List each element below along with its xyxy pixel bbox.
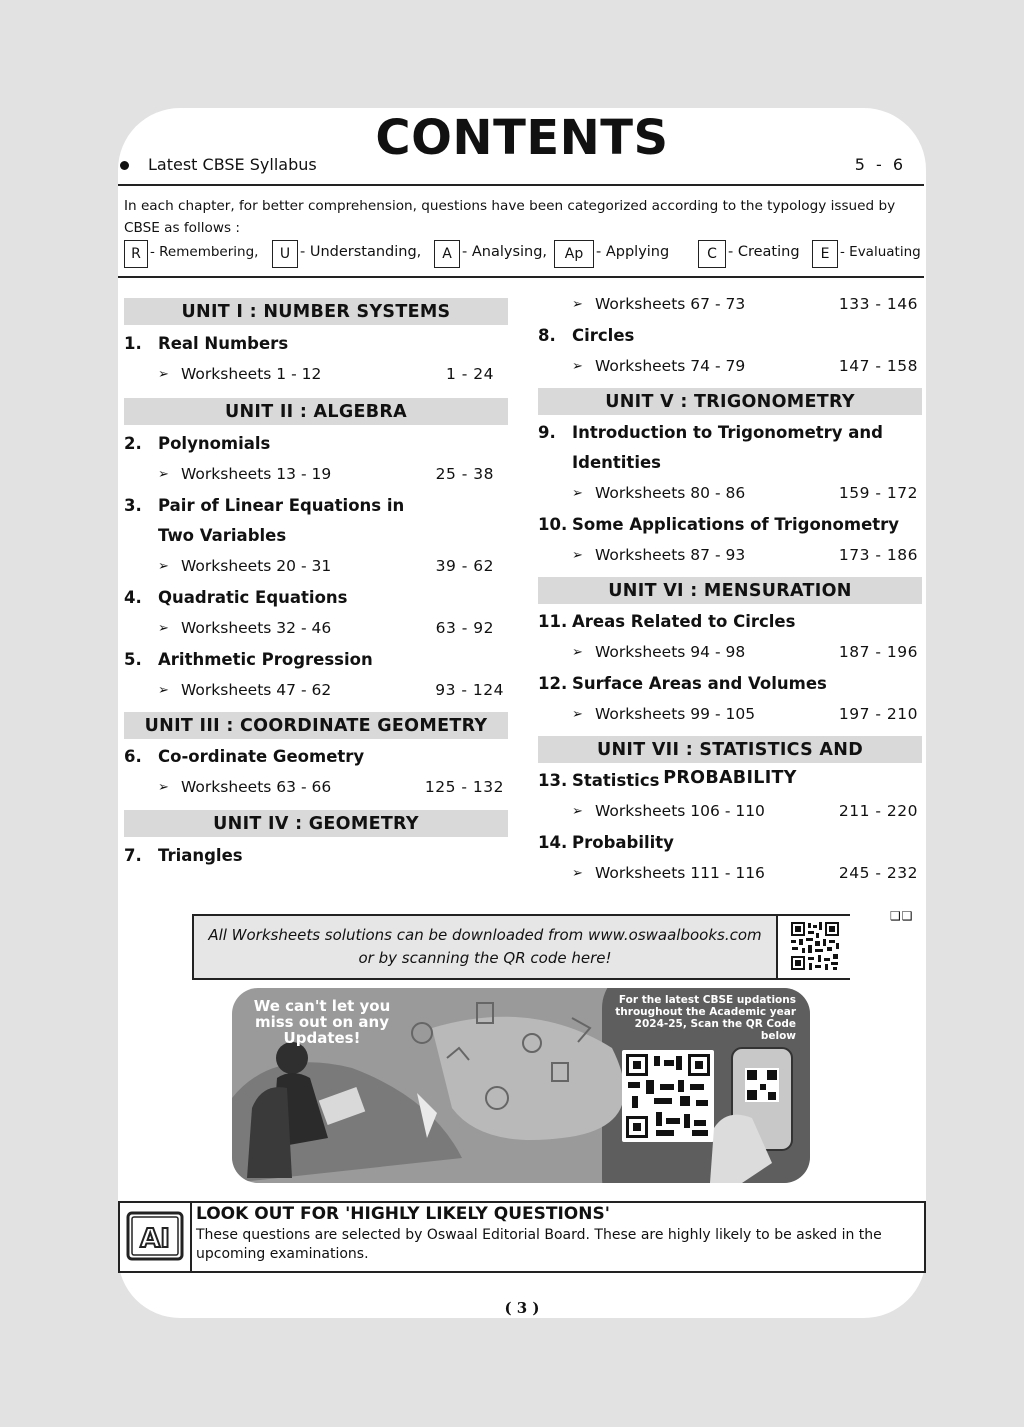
worksheet-pages: 133 - 146: [838, 295, 918, 313]
chapter-name: Introduction to Trigonometry and: [572, 423, 883, 442]
worksheet-row: [538, 637, 922, 668]
divider: [118, 184, 924, 186]
chapter-title: [538, 668, 922, 699]
contents-page: [118, 108, 926, 1318]
solutions-qr-code[interactable]: [776, 916, 850, 978]
chapter-title: [538, 509, 922, 540]
worksheet-row: [124, 359, 508, 390]
typology-legend: [122, 239, 926, 269]
chapter-number: 13.: [538, 771, 568, 790]
worksheet-range: Worksheets 87 - 93: [595, 546, 746, 564]
worksheet-row: [124, 459, 508, 490]
chapter-name: Statistics: [572, 771, 660, 790]
worksheet-row: [538, 796, 922, 827]
chapter-title: [124, 428, 508, 459]
unit-heading: UNIT VII : STATISTICS AND PROBABILITY: [538, 736, 922, 763]
worksheet-range: Worksheets 32 - 46: [181, 619, 332, 637]
unit-heading: UNIT IV : GEOMETRY: [124, 810, 508, 837]
bullet-icon: [120, 161, 129, 170]
worksheet-pages: 125 - 132: [424, 778, 504, 796]
worksheet-pages: 197 - 210: [838, 705, 918, 723]
chapter-name: Real Numbers: [158, 334, 289, 353]
chapter-name: Co-ordinate Geometry: [158, 747, 365, 766]
page-number: ( 3 ): [504, 1299, 540, 1317]
worksheet-range: Worksheets 106 - 110: [595, 802, 765, 820]
arrow-bullet-icon: ➢: [158, 621, 169, 636]
arrow-bullet-icon: ➢: [572, 866, 583, 881]
legend-code-analysing: A: [434, 240, 460, 268]
chapter-number: 8.: [538, 326, 556, 345]
worksheet-pages: 63 - 92: [435, 619, 494, 637]
worksheet-range: Worksheets 1 - 12: [181, 365, 322, 383]
syllabus-pages: 5 - 6: [854, 155, 906, 174]
arrow-bullet-icon: ➢: [572, 645, 583, 660]
divider: [118, 276, 924, 278]
worksheet-pages: 211 - 220: [838, 802, 918, 820]
arrow-bullet-icon: ➢: [158, 683, 169, 698]
worksheet-pages: 25 - 38: [435, 465, 494, 483]
chapter-name: Quadratic Equations: [158, 588, 348, 607]
unit-heading: UNIT III : COORDINATE GEOMETRY: [124, 712, 508, 739]
legend-label-understanding: - Understanding,: [300, 244, 422, 260]
arrow-bullet-icon: ➢: [572, 804, 583, 819]
worksheet-row: [538, 351, 922, 382]
unit-heading: UNIT V : TRIGONOMETRY: [538, 388, 922, 415]
arrow-bullet-icon: ➢: [572, 548, 583, 563]
worksheet-range: Worksheets 13 - 19: [181, 465, 332, 483]
worksheet-row: [124, 613, 508, 644]
legend-code-applying: Ap: [554, 240, 594, 268]
arrow-bullet-icon: ➢: [572, 297, 583, 312]
legend-code-remembering: R: [124, 240, 148, 268]
worksheet-row: [538, 289, 922, 320]
chapter-number: 12.: [538, 674, 568, 693]
worksheet-range: Worksheets 80 - 86: [595, 484, 746, 502]
unit-heading: UNIT VI : MENSURATION: [538, 577, 922, 604]
end-marker-icon: ❑❑: [890, 909, 914, 923]
contents-left-column: [124, 298, 508, 871]
worksheet-row: [538, 699, 922, 730]
arrow-bullet-icon: ➢: [158, 367, 169, 382]
chapter-title: [538, 417, 922, 448]
typology-intro: In each chapter, for better comprehension, questions have been categorized according to the typology issued by CBSE as follows :: [124, 198, 896, 236]
worksheet-pages: 147 - 158: [838, 357, 918, 375]
legend-label-applying: - Applying: [596, 244, 670, 260]
chapter-number: 14.: [538, 833, 568, 852]
worksheet-pages: 1 - 24: [445, 365, 494, 383]
chapter-title: [124, 328, 508, 359]
legend-label-remembering: - Remembering,: [150, 244, 259, 260]
worksheet-range: Worksheets 99 - 105: [595, 705, 756, 723]
worksheet-range: Worksheets 111 - 116: [595, 864, 765, 882]
arrow-bullet-icon: ➢: [572, 486, 583, 501]
solutions-box: [192, 914, 850, 980]
chapter-title: [124, 582, 508, 613]
worksheet-row: [538, 858, 922, 889]
chapter-title-continued: Identities: [572, 453, 661, 472]
worksheet-range: Worksheets 20 - 31: [181, 557, 332, 575]
qr-code-icon: [778, 916, 850, 978]
worksheet-range: Worksheets 67 - 73: [595, 295, 746, 313]
banner-cbse-updates-text: For the latest CBSE updations throughout the Academic year 2024-25, Scan the QR Code below: [615, 994, 796, 1042]
chapter-name: Surface Areas and Volumes: [572, 674, 827, 693]
chapter-title: [124, 741, 508, 772]
solutions-line-2: or by scanning the QR code here!: [358, 949, 612, 967]
worksheet-range: Worksheets 74 - 79: [595, 357, 746, 375]
chapter-title: [124, 644, 508, 675]
unit-heading: UNIT I : NUMBER SYSTEMS: [124, 298, 508, 325]
ai-box-title: LOOK OUT FOR 'HIGHLY LIKELY QUESTIONS': [196, 1204, 610, 1224]
banner-tagline: We can't let you miss out on any Updates!: [253, 997, 391, 1047]
legend-label-creating: - Creating: [728, 244, 800, 260]
worksheet-row: [124, 551, 508, 582]
ai-box-text: These questions are selected by Oswaal Editorial Board. These are highly likely to be asked in the upcoming examinations.: [196, 1227, 882, 1262]
legend-code-evaluating: E: [812, 240, 838, 268]
chapter-name: Circles: [572, 326, 635, 345]
worksheet-pages: 173 - 186: [838, 546, 918, 564]
worksheet-pages: 39 - 62: [435, 557, 494, 575]
arrow-bullet-icon: ➢: [572, 359, 583, 374]
highly-likely-questions-box: [118, 1201, 926, 1273]
solutions-line-1: All Worksheets solutions can be downloaded from www.oswaalbooks.com: [208, 926, 762, 944]
contents-right-column: [538, 289, 922, 889]
chapter-name: Areas Related to Circles: [572, 612, 796, 631]
chapter-title: [538, 606, 922, 637]
chapter-name: Some Applications of Trigonometry: [572, 515, 900, 534]
arrow-bullet-icon: ➢: [572, 707, 583, 722]
arrow-bullet-icon: ➢: [158, 467, 169, 482]
chapter-number: 3.: [124, 496, 142, 515]
chapter-name: Probability: [572, 833, 674, 852]
worksheet-range: Worksheets 94 - 98: [595, 643, 746, 661]
worksheet-pages: 93 - 124: [435, 681, 504, 699]
chapter-name: Pair of Linear Equations in: [158, 496, 405, 515]
ai-badge-icon: [120, 1203, 190, 1271]
worksheet-range: Worksheets 63 - 66: [181, 778, 332, 796]
chapter-number: 10.: [538, 515, 568, 534]
solutions-text: [194, 924, 776, 970]
chapter-title: [538, 827, 922, 858]
chapter-title: [538, 320, 922, 351]
worksheet-row: [538, 540, 922, 571]
unit-heading: UNIT II : ALGEBRA: [124, 398, 508, 425]
chapter-number: 2.: [124, 434, 142, 453]
worksheet-row: [124, 772, 508, 803]
updates-banner[interactable]: [232, 988, 810, 1183]
page-title: CONTENTS: [375, 110, 669, 166]
worksheet-row: [124, 675, 508, 706]
worksheet-pages: 245 - 232: [838, 864, 918, 882]
chapter-number: 6.: [124, 747, 142, 766]
syllabus-label: Latest CBSE Syllabus: [148, 155, 317, 174]
legend-label-analysing: - Analysing,: [462, 244, 548, 260]
chapter-number: 11.: [538, 612, 568, 631]
chapter-name: Polynomials: [158, 434, 271, 453]
legend-code-creating: C: [698, 240, 726, 268]
syllabus-row: [118, 152, 926, 180]
chapter-number: 1.: [124, 334, 142, 353]
chapter-title-continued: Two Variables: [158, 526, 287, 545]
arrow-bullet-icon: ➢: [158, 559, 169, 574]
chapter-number: 4.: [124, 588, 142, 607]
chapter-title: [124, 840, 508, 871]
chapter-title: [124, 490, 508, 521]
chapter-number: 9.: [538, 423, 556, 442]
worksheet-pages: 159 - 172: [838, 484, 918, 502]
chapter-number: 7.: [124, 846, 142, 865]
chapter-name: Triangles: [158, 846, 243, 865]
arrow-bullet-icon: ➢: [158, 780, 169, 795]
worksheet-range: Worksheets 47 - 62: [181, 681, 332, 699]
legend-label-evaluating: - Evaluating: [840, 244, 921, 260]
ai-icon-text: AI: [140, 1224, 170, 1254]
worksheet-pages: 187 - 196: [838, 643, 918, 661]
ai-icon: [120, 1203, 192, 1271]
chapter-number: 5.: [124, 650, 142, 669]
legend-code-understanding: U: [272, 240, 298, 268]
chapter-name: Arithmetic Progression: [158, 650, 373, 669]
worksheet-row: [538, 478, 922, 509]
